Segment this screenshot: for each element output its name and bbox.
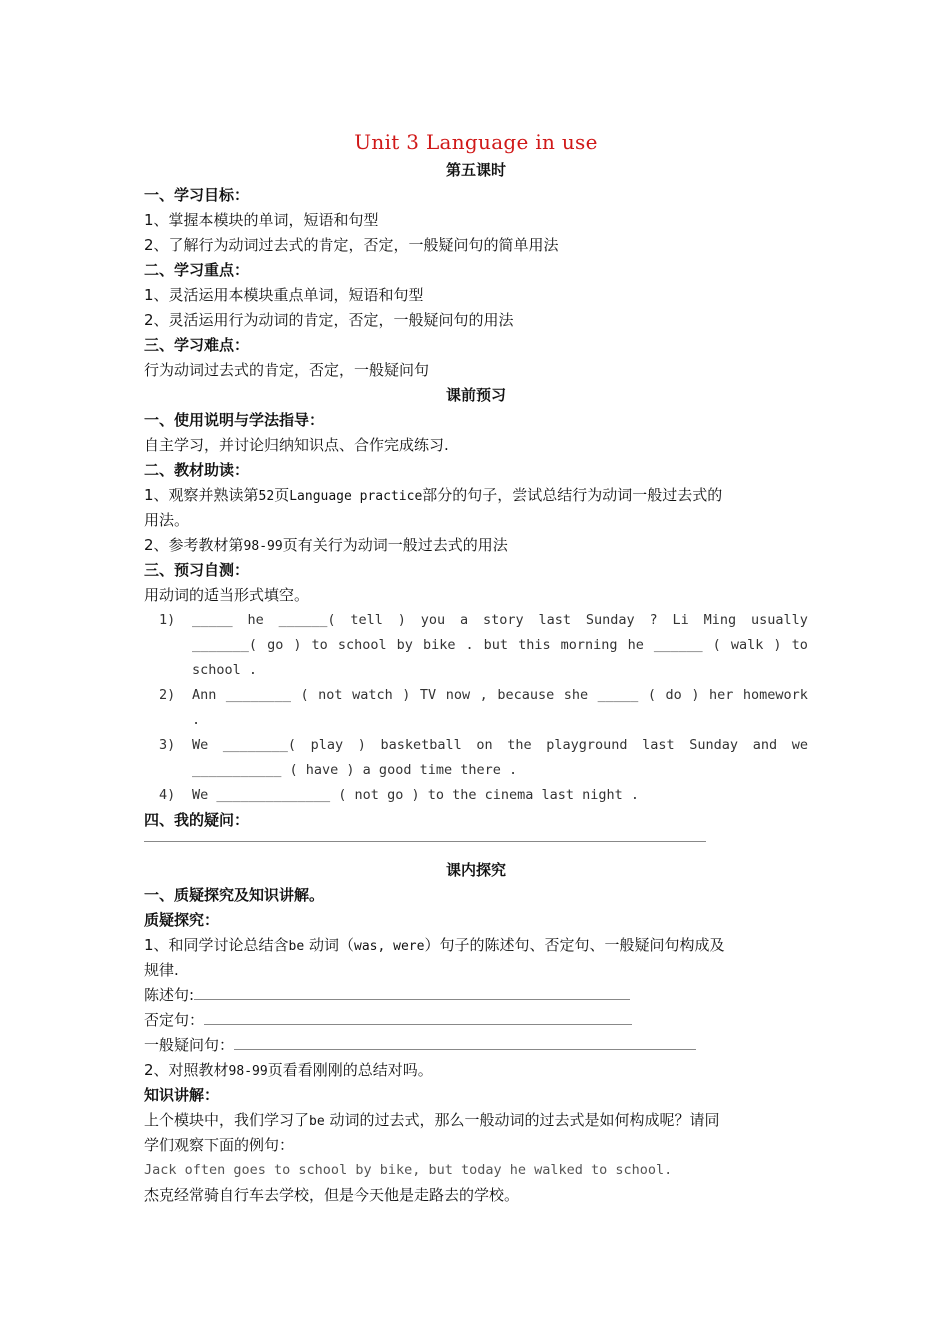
exercise-word: and [752,737,778,753]
document-body [144,126,808,1208]
preview-heading-selftest: 三、预习自测： [144,561,250,579]
exercise-1 [144,608,808,683]
exercise-word: bike [422,637,456,653]
lesson-label: 第五课时 [445,161,506,179]
selftest-instruction: 用动词的适当形式填空。 [144,586,310,604]
section-heading-goals: 一、学习目标： [144,186,250,204]
exercise-word: We [192,737,209,753]
exercise-1-line-1 [192,608,808,633]
exercise-word: not [318,687,343,703]
exercise-word: ( [300,687,309,703]
exercise-word: ______( [278,612,336,628]
exercise-4-line-1: We ______________ ( not go ) to the cinema last night . [192,787,640,803]
exercise-word: watch [352,687,393,703]
exercise-word: Ann [192,687,217,703]
exercise-word: ( [712,637,721,653]
inclass-heading-explore: 一、质疑探究及知识讲解。 [144,886,325,904]
exercise-word: Sunday [689,737,739,753]
document-title: Unit 3 Language in use [354,130,598,154]
exercise-word: TV [419,687,437,703]
inclass-title: 课内探究 [445,861,506,879]
exercise-word: basketball [380,737,462,753]
example-sentence-chinese: 杰克经常骑自行车去学校，但是今天他是走路去的学校。 [144,1186,520,1204]
negative-blank[interactable] [204,1008,632,1025]
exercise-word: morning [560,637,618,653]
exercise-word: ) [293,637,302,653]
exercise-word: ) [691,687,700,703]
exercise-word: Li [672,612,689,628]
exercise-number: 3) [159,737,176,753]
exercise-word: play [310,737,344,753]
inclass-question-1: 1、和同学讨论总结含be 动词（was, were）句子的陈述句、否定句、一般疑问句构成及 [144,936,725,954]
exercise-word: ) [402,687,411,703]
exercise-word: ) [357,737,366,753]
exercise-word: she [563,687,589,703]
exercise-word: he [247,612,264,628]
preview-heading-questions: 四、我的疑问： [144,811,250,829]
preview-textbook-item-1: 1、观察并熟读第52页Language practice部分的句子，尝试总结行为动词一般过去式的 [144,486,723,504]
exercise-3-line-2: ___________ ( have ) a good time there . [192,762,518,778]
exercise-2-line-1 [192,683,808,708]
exercise-word: ______ [653,637,703,653]
exercise-word: school [337,637,387,653]
exercise-word: usually [751,612,808,628]
question-fill-row: 一般疑问句： [144,1033,808,1058]
exercise-word: her [708,687,734,703]
exercise-word: Sunday [585,612,635,628]
exercise-word: on [476,737,493,753]
exercise-word: ( [647,687,656,703]
goal-item-1: 1、掌握本模块的单词，短语和句型 [144,211,379,229]
preview-textbook-item-1-cont: 用法。 [144,511,190,529]
section-heading-focus: 二、学习重点： [144,261,250,279]
exercise-word: ________( [222,737,297,753]
inclass-heading-questioning: 质疑探究： [144,911,220,929]
exercise-3 [144,733,808,783]
exercise-word: go [267,637,284,653]
difficulty-text: 行为动词过去式的肯定，否定，一般疑问句 [144,361,430,379]
knowledge-text-2: 学们观察下面的例句： [144,1136,295,1154]
exercise-word: last [642,737,675,753]
exercise-word: he [627,637,644,653]
question-blank[interactable] [234,1033,696,1050]
exercise-3-line-1 [192,733,808,758]
exercise-word: the [507,737,532,753]
exercise-word: because [497,687,555,703]
declarative-fill-row: 陈述句: [144,983,808,1008]
exercise-word: to [311,637,328,653]
exercise-word: a [460,612,469,628]
exercise-word: by [396,637,413,653]
exercise-word: , [479,687,488,703]
focus-item-1: 1、灵活运用本模块重点单词，短语和句型 [144,286,424,304]
exercise-word: but [483,637,509,653]
exercise-2-line-2: . [192,712,201,728]
exercise-1-line-3: school . [192,662,258,678]
exercise-word: ) [773,637,782,653]
exercise-1-line-2 [192,633,808,658]
exercise-word: ) [397,612,406,628]
declarative-blank[interactable] [194,983,630,1000]
exercise-word: _______( [192,637,258,653]
exercise-2 [144,683,808,733]
negative-fill-row: 否定句： [144,1008,808,1033]
exercise-word: tell [350,612,383,628]
exercise-number: 4) [159,787,176,803]
exercise-word: walk [730,637,764,653]
exercise-word: Ming [703,612,737,628]
exercise-number: 2) [159,687,176,703]
exercise-word: we [791,737,808,753]
exercise-word: this [518,637,551,653]
exercise-word: . [465,637,474,653]
exercise-number: 1) [159,612,176,628]
section-heading-difficulty: 三、学习难点： [144,336,250,354]
preview-heading-textbook: 二、教材助读： [144,461,250,479]
inclass-heading-knowledge: 知识讲解： [144,1086,220,1104]
exercise-word: do [665,687,682,703]
knowledge-text-1: 上个模块中，我们学习了be 动词的过去式，那么一般动词的过去式是如何构成呢？请同 [144,1111,720,1129]
example-sentence-english: Jack often goes to school by bike, but today he walked to school. [144,1162,673,1178]
exercise-word: _____ [192,612,233,628]
exercise-word: to [791,637,808,653]
questions-answer-area [144,833,808,858]
exercise-word: ? [649,612,658,628]
inclass-question-1-cont: 规律. [144,961,179,979]
inclass-question-2: 2、对照教材98-99页看看刚刚的总结对吗。 [144,1061,433,1079]
exercise-word: playground [546,737,628,753]
exercise-word: _____ [597,687,639,703]
exercise-word: last [538,612,572,628]
preview-heading-instructions: 一、使用说明与学法指导： [144,411,325,429]
exercise-word: story [483,612,524,628]
answer-line [144,841,706,842]
preview-title: 课前预习 [445,386,506,404]
exercise-word: homework [742,687,808,703]
preview-textbook-item-2: 2、参考教材第98-99页有关行为动词一般过去式的用法 [144,536,508,554]
exercise-word: now [445,687,471,703]
preview-instructions-text: 自主学习，并讨论归纳知识点、合作完成练习. [144,436,449,454]
exercise-4 [144,783,808,808]
exercise-word: ________ [225,687,291,703]
focus-item-2: 2、灵活运用行为动词的肯定，否定，一般疑问句的用法 [144,311,514,329]
exercise-word: you [420,612,446,628]
goal-item-2: 2、了解行为动词过去式的肯定，否定，一般疑问句的简单用法 [144,236,559,254]
